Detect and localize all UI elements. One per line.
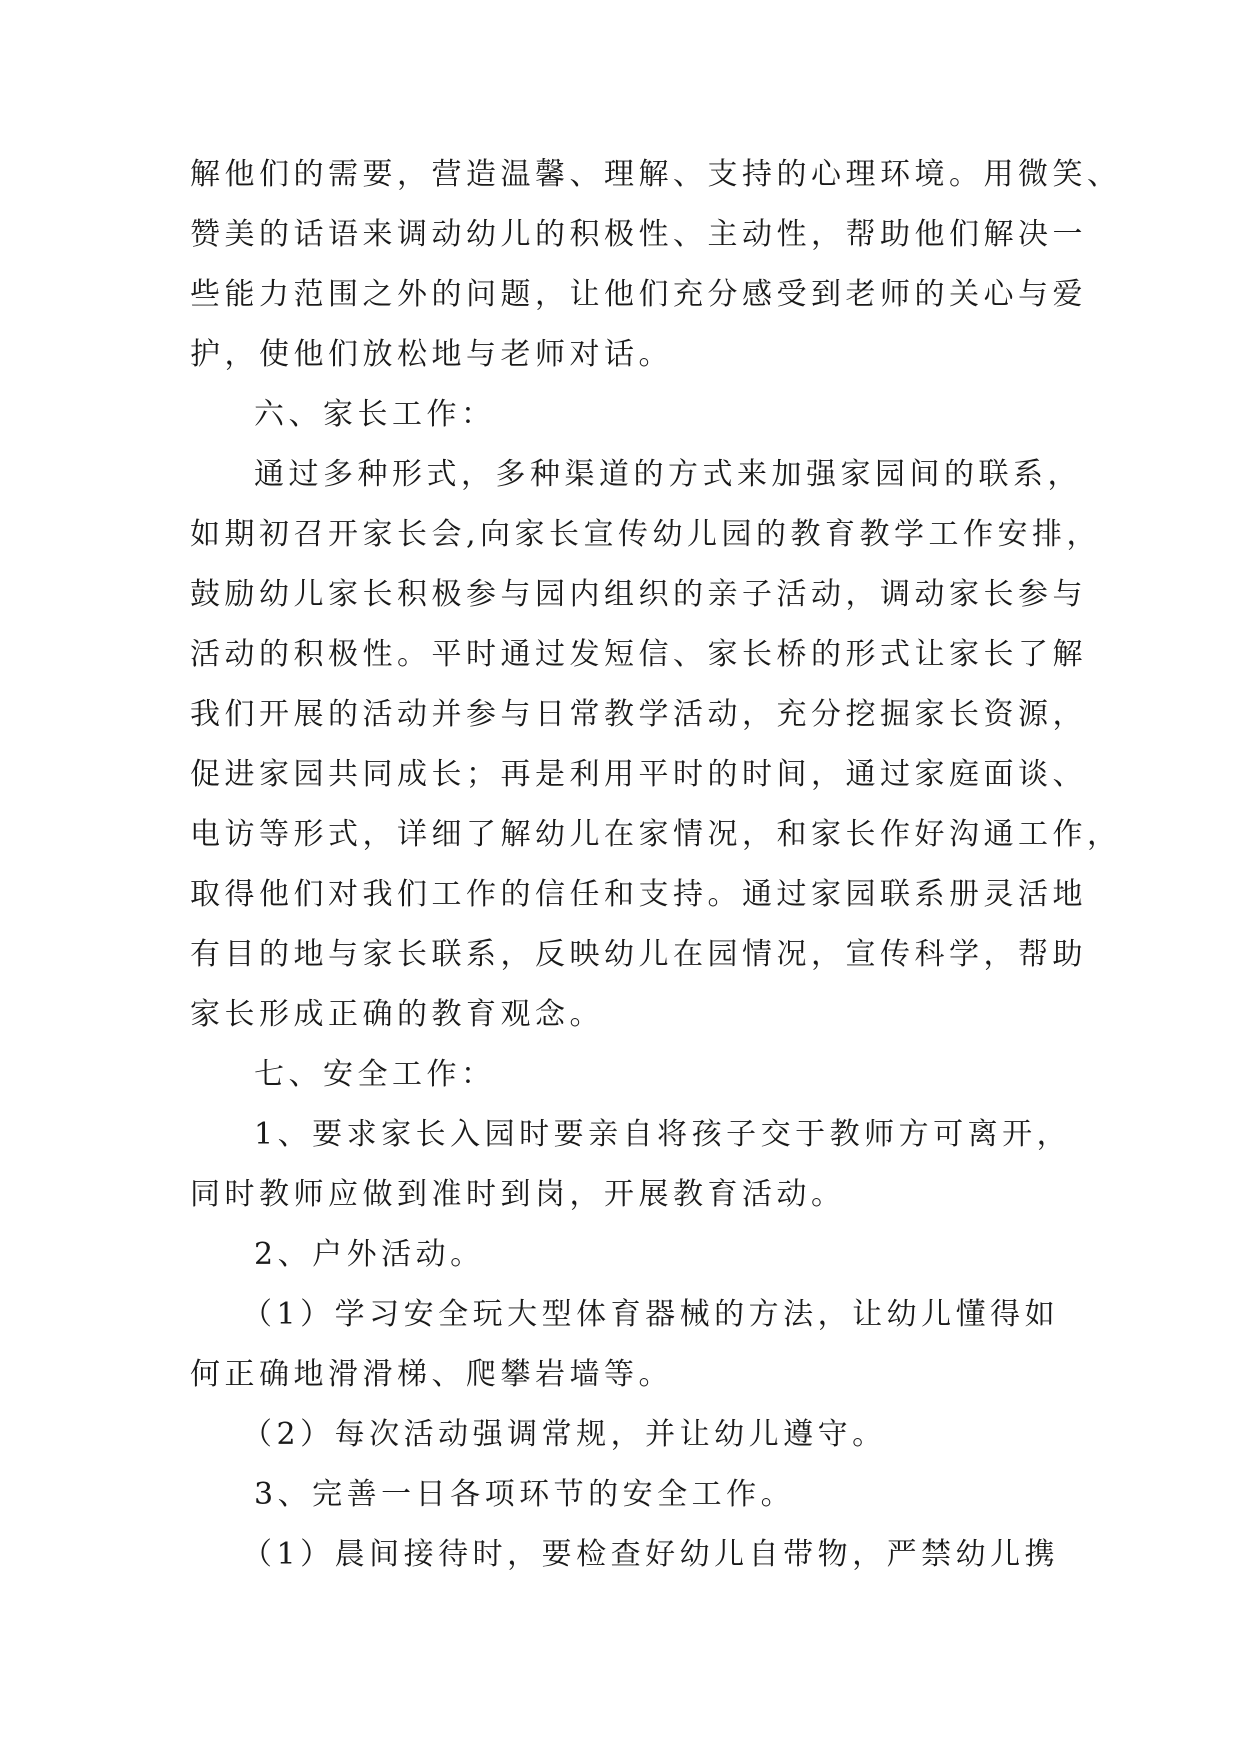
text-line: 电访等形式，详细了解幼儿在家情况，和家长作好沟通工作， [190,817,1122,852]
list-item: （2）每次活动强调常规，并让幼儿遵守。 [242,1417,887,1452]
text-line: 家长形成正确的教育观念。 [190,997,604,1032]
list-item: 3、完善一日各项环节的安全工作。 [254,1477,796,1512]
text-line: 何正确地滑滑梯、爬攀岩墙等。 [190,1357,673,1392]
list-item: （1）晨间接待时，要检查好幼儿自带物，严禁幼儿携 [242,1537,1060,1572]
text-line: 同时教师应做到准时到岗，开展教育活动。 [190,1177,846,1212]
section-heading-parents: 六、家长工作： [254,397,496,432]
text-line: 我们开展的活动并参与日常教学活动，充分挖掘家长资源， [190,697,1087,732]
text-line: 赞美的话语来调动幼儿的积极性、主动性，帮助他们解决一 [190,217,1087,252]
text-line: 有目的地与家长联系，反映幼儿在园情况，宣传科学，帮助 [190,937,1087,972]
text-line: 护，使他们放松地与老师对话。 [190,337,673,372]
text-line: 通过多种形式，多种渠道的方式来加强家园间的联系， [254,457,1082,492]
text-line: 活动的积极性。平时通过发短信、家长桥的形式让家长了解 [190,637,1087,672]
text-line: 鼓励幼儿家长积极参与园内组织的亲子活动，调动家长参与 [190,577,1087,612]
list-item: 2、户外活动。 [254,1237,485,1272]
text-line: 如期初召开家长会,向家长宣传幼儿园的教育教学工作安排， [190,517,1102,552]
section-heading-safety: 七、安全工作： [254,1057,496,1092]
text-line: 取得他们对我们工作的信任和支持。通过家园联系册灵活地 [190,877,1087,912]
document-body [190,145,1122,1585]
list-item: 1、要求家长入园时要亲自将孩子交于教师方可离开， [254,1117,1072,1152]
text-line: 些能力范围之外的问题，让他们充分感受到老师的关心与爱 [190,277,1087,312]
text-line: 促进家园共同成长；再是利用平时的时间，通过家庭面谈、 [190,757,1087,792]
list-item: （1）学习安全玩大型体育器械的方法，让幼儿懂得如 [242,1297,1060,1332]
text-line: 解他们的需要，营造温馨、理解、支持的心理环境。用微笑、 [190,157,1122,192]
